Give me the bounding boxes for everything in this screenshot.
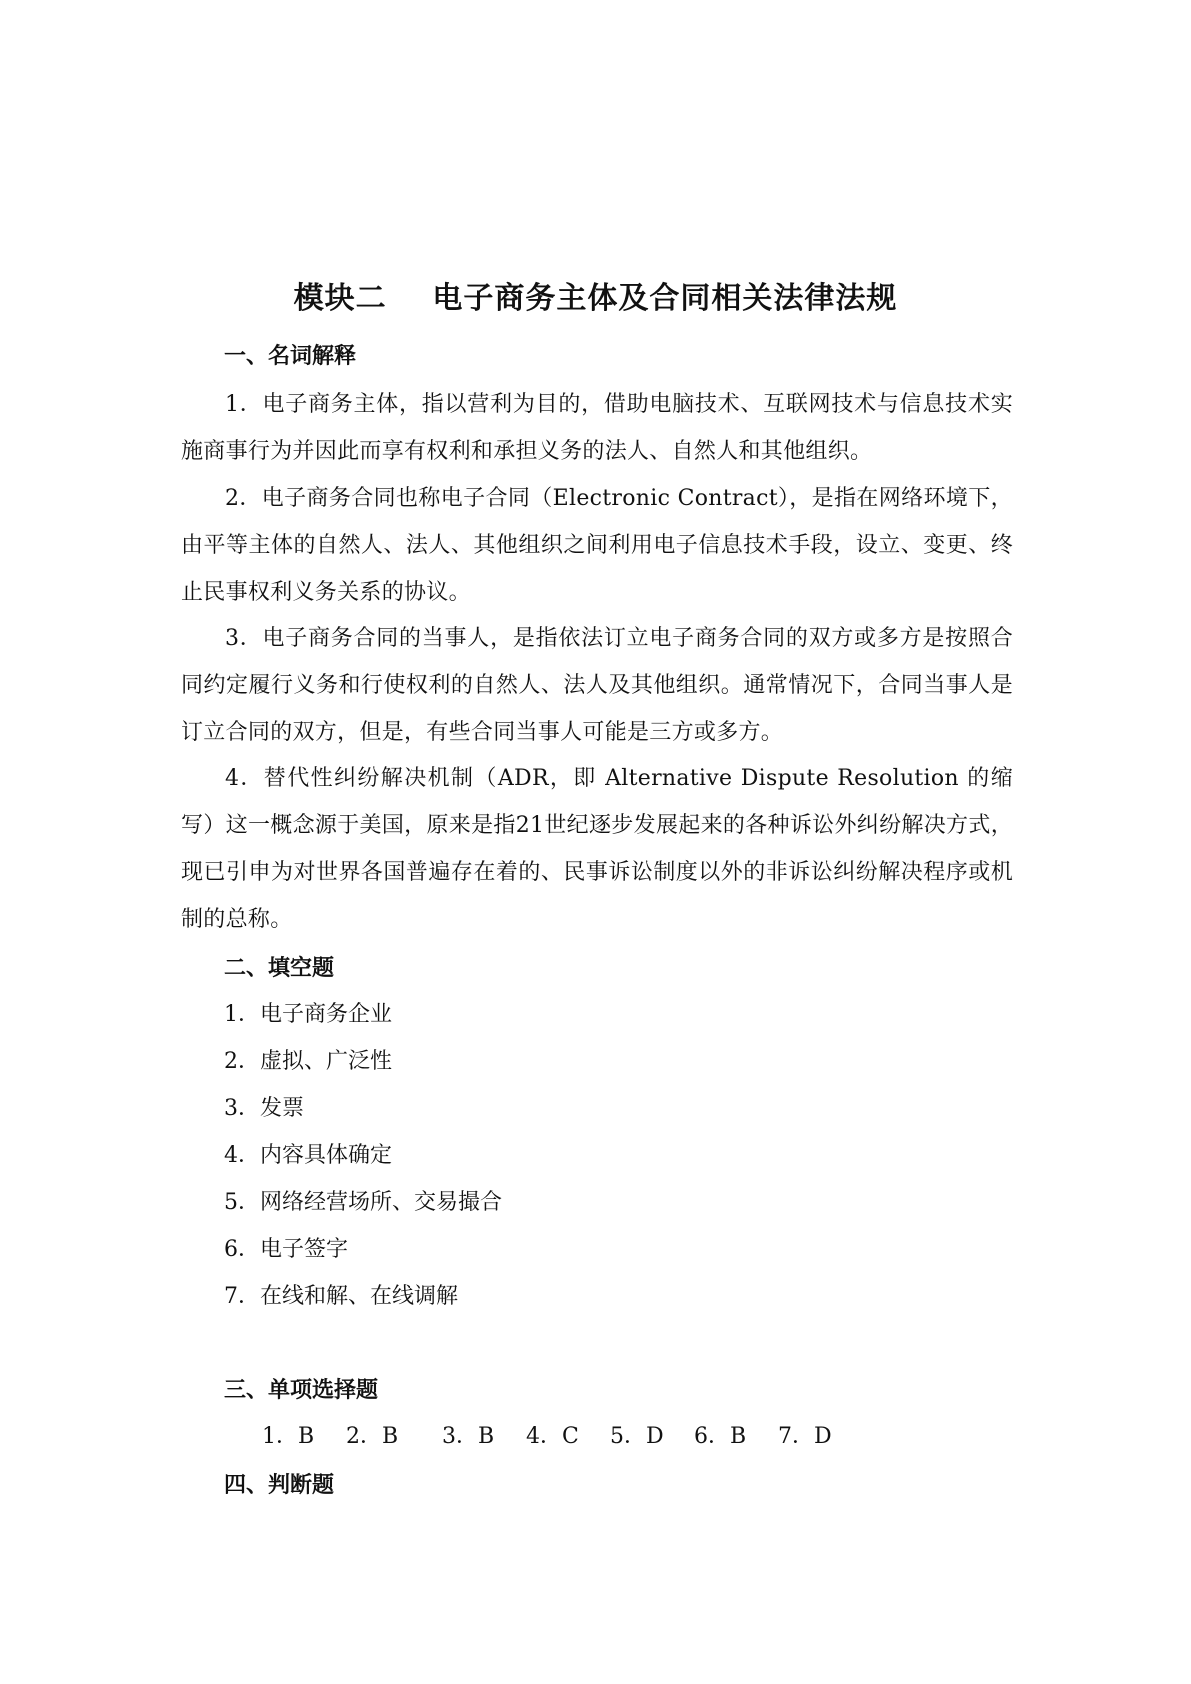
fill-in-answer: 7．在线和解、在线调解 — [224, 1284, 458, 1309]
section-heading-fill-in: 二、填空题 — [224, 956, 335, 981]
definition-paragraph: 1．电子商务主体，指以营利为目的，借助电脑技术、互联网技术与信息技术实施商事行为并因此而享有权利和承担义务的法人、自然人和其他组织。 — [181, 392, 1013, 464]
fill-in-answer: 4．内容具体确定 — [224, 1143, 392, 1168]
fill-in-answer: 2．虚拟、广泛性 — [224, 1049, 392, 1074]
fill-in-answer: 5．网络经营场所、交易撮合 — [224, 1190, 502, 1215]
choice-answer: 7．D — [778, 1424, 832, 1449]
section-heading-definitions: 一、名词解释 — [224, 344, 357, 369]
choice-answer: 3．B — [442, 1424, 495, 1449]
single-choice-answers — [262, 1422, 832, 1452]
choice-answer: 4．C — [526, 1424, 579, 1449]
definition-paragraph: 3．电子商务合同的当事人，是指依法订立电子商务合同的双方或多方是按照合同约定履行义务和行使权利的自然人、法人及其他组织。通常情况下，合同当事人是订立合同的双方，但是，有些合同当事人可能是三方或多方。 — [181, 626, 1013, 745]
fill-in-answer: 3．发票 — [224, 1096, 304, 1121]
definition-paragraph: 4．替代性纠纷解决机制（ADR，即 Alternative Dispute Resolution 的缩写）这一概念源于美国，原来是指21世纪逐步发展起来的各种诉讼外纠纷解决方式，现已引申为对世界各国普遍存在着的、民事诉讼制度以外的非诉讼纠纷解决程序或机制的总称。 — [181, 766, 1013, 932]
choice-answer: 6．B — [694, 1424, 747, 1449]
page-title: 模块二 电子商务主体及合同相关法律法规 — [293, 281, 898, 316]
choice-answer: 1．B — [262, 1424, 315, 1449]
fill-in-answer: 6．电子签字 — [224, 1237, 348, 1262]
fill-in-answer: 1．电子商务企业 — [224, 1002, 392, 1027]
section-heading-true-false: 四、判断题 — [224, 1473, 335, 1498]
definition-paragraph: 2．电子商务合同也称电子合同（Electronic Contract），是指在网络环境下，由平等主体的自然人、法人、其他组织之间利用电子信息技术手段，设立、变更、终止民事权利义务关系的协议。 — [181, 486, 1013, 605]
choice-answer: 2．B — [346, 1424, 399, 1449]
choice-answer: 5．D — [610, 1424, 664, 1449]
section-heading-single-choice: 三、单项选择题 — [224, 1378, 379, 1403]
